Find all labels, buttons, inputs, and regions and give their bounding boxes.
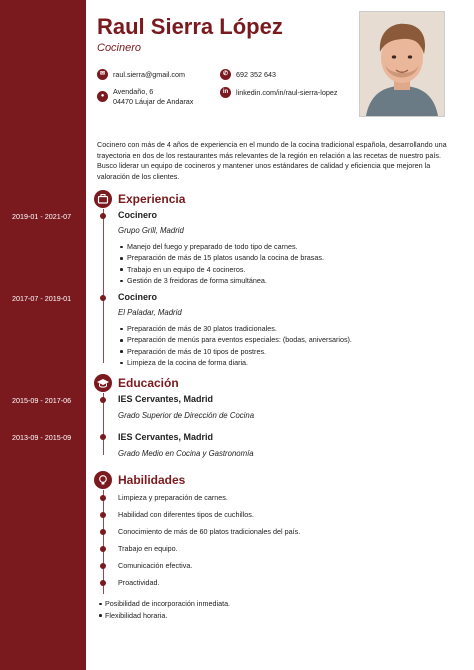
lightbulb-icon [94, 471, 112, 489]
list-item: Preparación de más de 15 platos usando la cocina de brasas. [127, 253, 324, 263]
skill-item: Trabajo en equipo. [118, 544, 178, 553]
skill-item: Conocimiento de más de 60 platos tradicionales del país. [118, 527, 301, 536]
profile-photo-illustration [360, 12, 444, 116]
experience-timeline-line [103, 209, 105, 363]
contact-linkedin[interactable]: linkedin.com/in/raul-sierra-lopez [236, 88, 338, 97]
job-1-place: Grupo Grill, Madrid [118, 226, 184, 235]
profile-summary: Cocinero con más de 4 años de experiencia en el mundo de la cocina tradicional española, desarrollando una trayectoria en dos de los restaurantes más relevantes de la región en relación a las recetas de nuestro país. Busco liderar un equipo de cocineros y mantener unos estándares de calidad y eficiencia que mejoren la valoración de los clientes. [97, 140, 447, 181]
graduation-cap-icon [94, 374, 112, 392]
skills-timeline-line [103, 490, 105, 594]
timeline-dot [100, 529, 106, 535]
candidate-name: Raul Sierra López [97, 14, 283, 39]
skill-item: Habilidad con diferentes tipos de cuchillos. [118, 510, 254, 519]
job-1-dates: 2019-01 - 2021-07 [12, 212, 72, 221]
linkedin-icon: in [220, 87, 231, 98]
timeline-dot [100, 295, 106, 301]
timeline-dot [100, 434, 106, 440]
list-item: Manejo del fuego y preparado de todo tipo de carnes. [127, 241, 324, 252]
edu-2-school: IES Cervantes, Madrid [118, 432, 214, 442]
job-2-title: Cocinero [118, 292, 158, 302]
timeline-dot [100, 512, 106, 518]
extra-info-list [97, 598, 230, 621]
job-2-place: El Paladar, Madrid [118, 308, 182, 317]
list-item: Gestión de 3 freidoras de forma simultánea. [127, 275, 324, 286]
job-2-dates: 2017-07 - 2019-01 [12, 294, 72, 303]
list-item: Trabajo en un equipo de 4 cocineros. [127, 264, 324, 275]
skill-item: Limpieza y preparación de carnes. [118, 493, 228, 502]
skill-item: Proactividad. [118, 578, 160, 587]
skills-title: Habilidades [118, 473, 186, 487]
list-item: Preparación de menús para eventos especiales: (bodas, aniversarios). [127, 335, 352, 345]
timeline-dot [100, 563, 106, 569]
skill-item: Comunicación efectiva. [118, 561, 193, 570]
list-item: Posibilidad de incorporación inmediata. [105, 599, 231, 608]
contact-phone[interactable]: 692 352 643 [236, 70, 276, 79]
profile-photo [359, 11, 445, 117]
envelope-icon: ✉ [97, 69, 108, 80]
list-item: Limpieza de la cocina de forma diaria. [127, 357, 352, 368]
job-1-tasks [118, 241, 324, 287]
list-item: Preparación de más de 10 tipos de postres. [127, 346, 352, 357]
phone-icon: ✆ [220, 69, 231, 80]
edu-1-school: IES Cervantes, Madrid [118, 394, 214, 404]
timeline-dot [100, 213, 106, 219]
edu-1-degree: Grado Superior de Dirección de Cocina [118, 411, 255, 420]
contact-email[interactable]: raul.sierra@gmail.com [113, 70, 186, 79]
sidebar [0, 0, 86, 670]
education-title: Educación [118, 376, 179, 390]
list-item: Flexibilidad horaria. [105, 610, 230, 622]
timeline-dot [100, 397, 106, 403]
contact-address-line1: Avendaño, 6 [113, 87, 154, 96]
candidate-role: Cocinero [97, 42, 142, 54]
edu-2-dates: 2013-09 - 2015-09 [12, 433, 72, 442]
list-item: Preparación de más de 30 platos tradicionales. [127, 323, 352, 334]
location-pin-icon: ● [97, 91, 108, 102]
edu-2-degree: Grado Medio en Cocina y Gastronomía [118, 449, 254, 458]
timeline-dot [100, 495, 106, 501]
timeline-dot [100, 580, 106, 586]
job-1-title: Cocinero [118, 210, 158, 220]
experience-title: Experiencia [118, 192, 186, 206]
job-2-tasks [118, 323, 352, 369]
briefcase-icon [94, 190, 112, 208]
edu-1-dates: 2015-09 - 2017-06 [12, 396, 72, 405]
timeline-dot [100, 546, 106, 552]
contact-address-line2: 04470 Láujar de Andarax [113, 97, 194, 106]
